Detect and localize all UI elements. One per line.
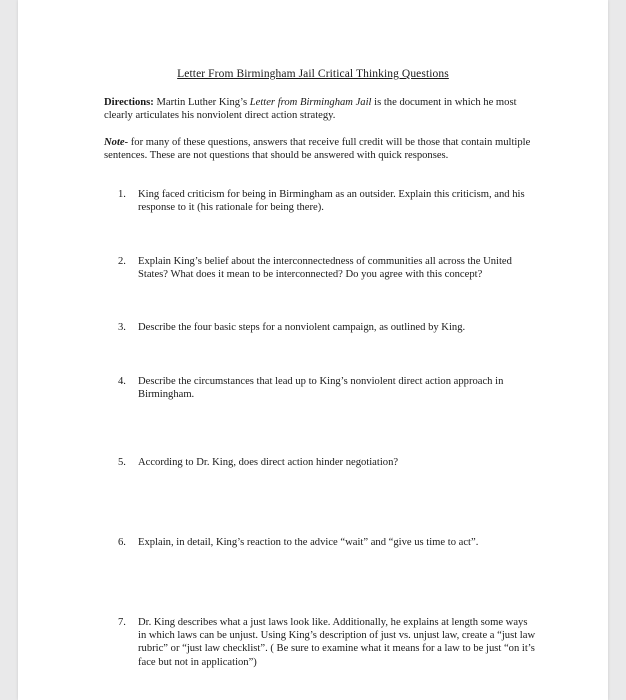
note-label: Note- <box>104 137 129 148</box>
question-text: Explain, in detail, King’s reaction to the advice “wait” and “give us time to act”. <box>138 537 479 548</box>
question-text: Dr. King describes what a just laws look like. Additionally, he explains at length some ways in which laws can be unjust. Using King’s description of just vs. unjust law, create a “just law rubric” or “just law checklist”. ( Be sure to examine what it means for a law to be just “on it’s face but not in application”) <box>138 617 536 668</box>
directions-text-before: Martin Luther King’s <box>153 97 250 108</box>
note-paragraph <box>104 136 544 162</box>
letter-title: Letter from Birmingham Jail <box>249 97 372 108</box>
note-text: for many of these questions, answers that receive full credit will be those that contain multiple sentences. These are not questions that should be answered with quick responses. <box>104 137 531 162</box>
question-6 <box>118 536 538 549</box>
question-number: 5. <box>118 457 126 468</box>
question-number: 6. <box>118 537 126 548</box>
question-5 <box>118 456 538 469</box>
question-text: King faced criticism for being in Birmingham as an outsider. Explain this criticism, and his response to it (his rationale for being there). <box>138 189 525 214</box>
directions-text-after: is the document in which he most clearly articulates his nonviolent direct action strategy. <box>104 97 517 122</box>
question-number: 7. <box>118 617 126 628</box>
question-7 <box>118 616 538 669</box>
question-number: 2. <box>118 256 126 267</box>
question-number: 1. <box>118 189 126 200</box>
directions-paragraph <box>104 96 544 122</box>
question-text: Explain King’s belief about the interconnectedness of communities all across the United States? What does it mean to be interconnected? Do you agree with this concept? <box>138 256 512 281</box>
question-number: 4. <box>118 376 126 387</box>
question-text: Describe the circumstances that lead up to King’s nonviolent direct action approach in Birmingham. <box>138 376 504 401</box>
question-1 <box>118 188 538 214</box>
question-number: 3. <box>118 322 126 333</box>
directions-label: Directions: <box>104 97 154 108</box>
document-page <box>18 0 608 700</box>
question-3 <box>118 321 538 334</box>
question-2 <box>118 255 538 281</box>
question-text: Describe the four basic steps for a nonviolent campaign, as outlined by King. <box>138 322 466 333</box>
question-4 <box>118 375 538 401</box>
document-title: Letter From Birmingham Jail Critical Thinking Questions <box>177 68 449 80</box>
question-text: According to Dr. King, does direct action hinder negotiation? <box>138 457 399 468</box>
